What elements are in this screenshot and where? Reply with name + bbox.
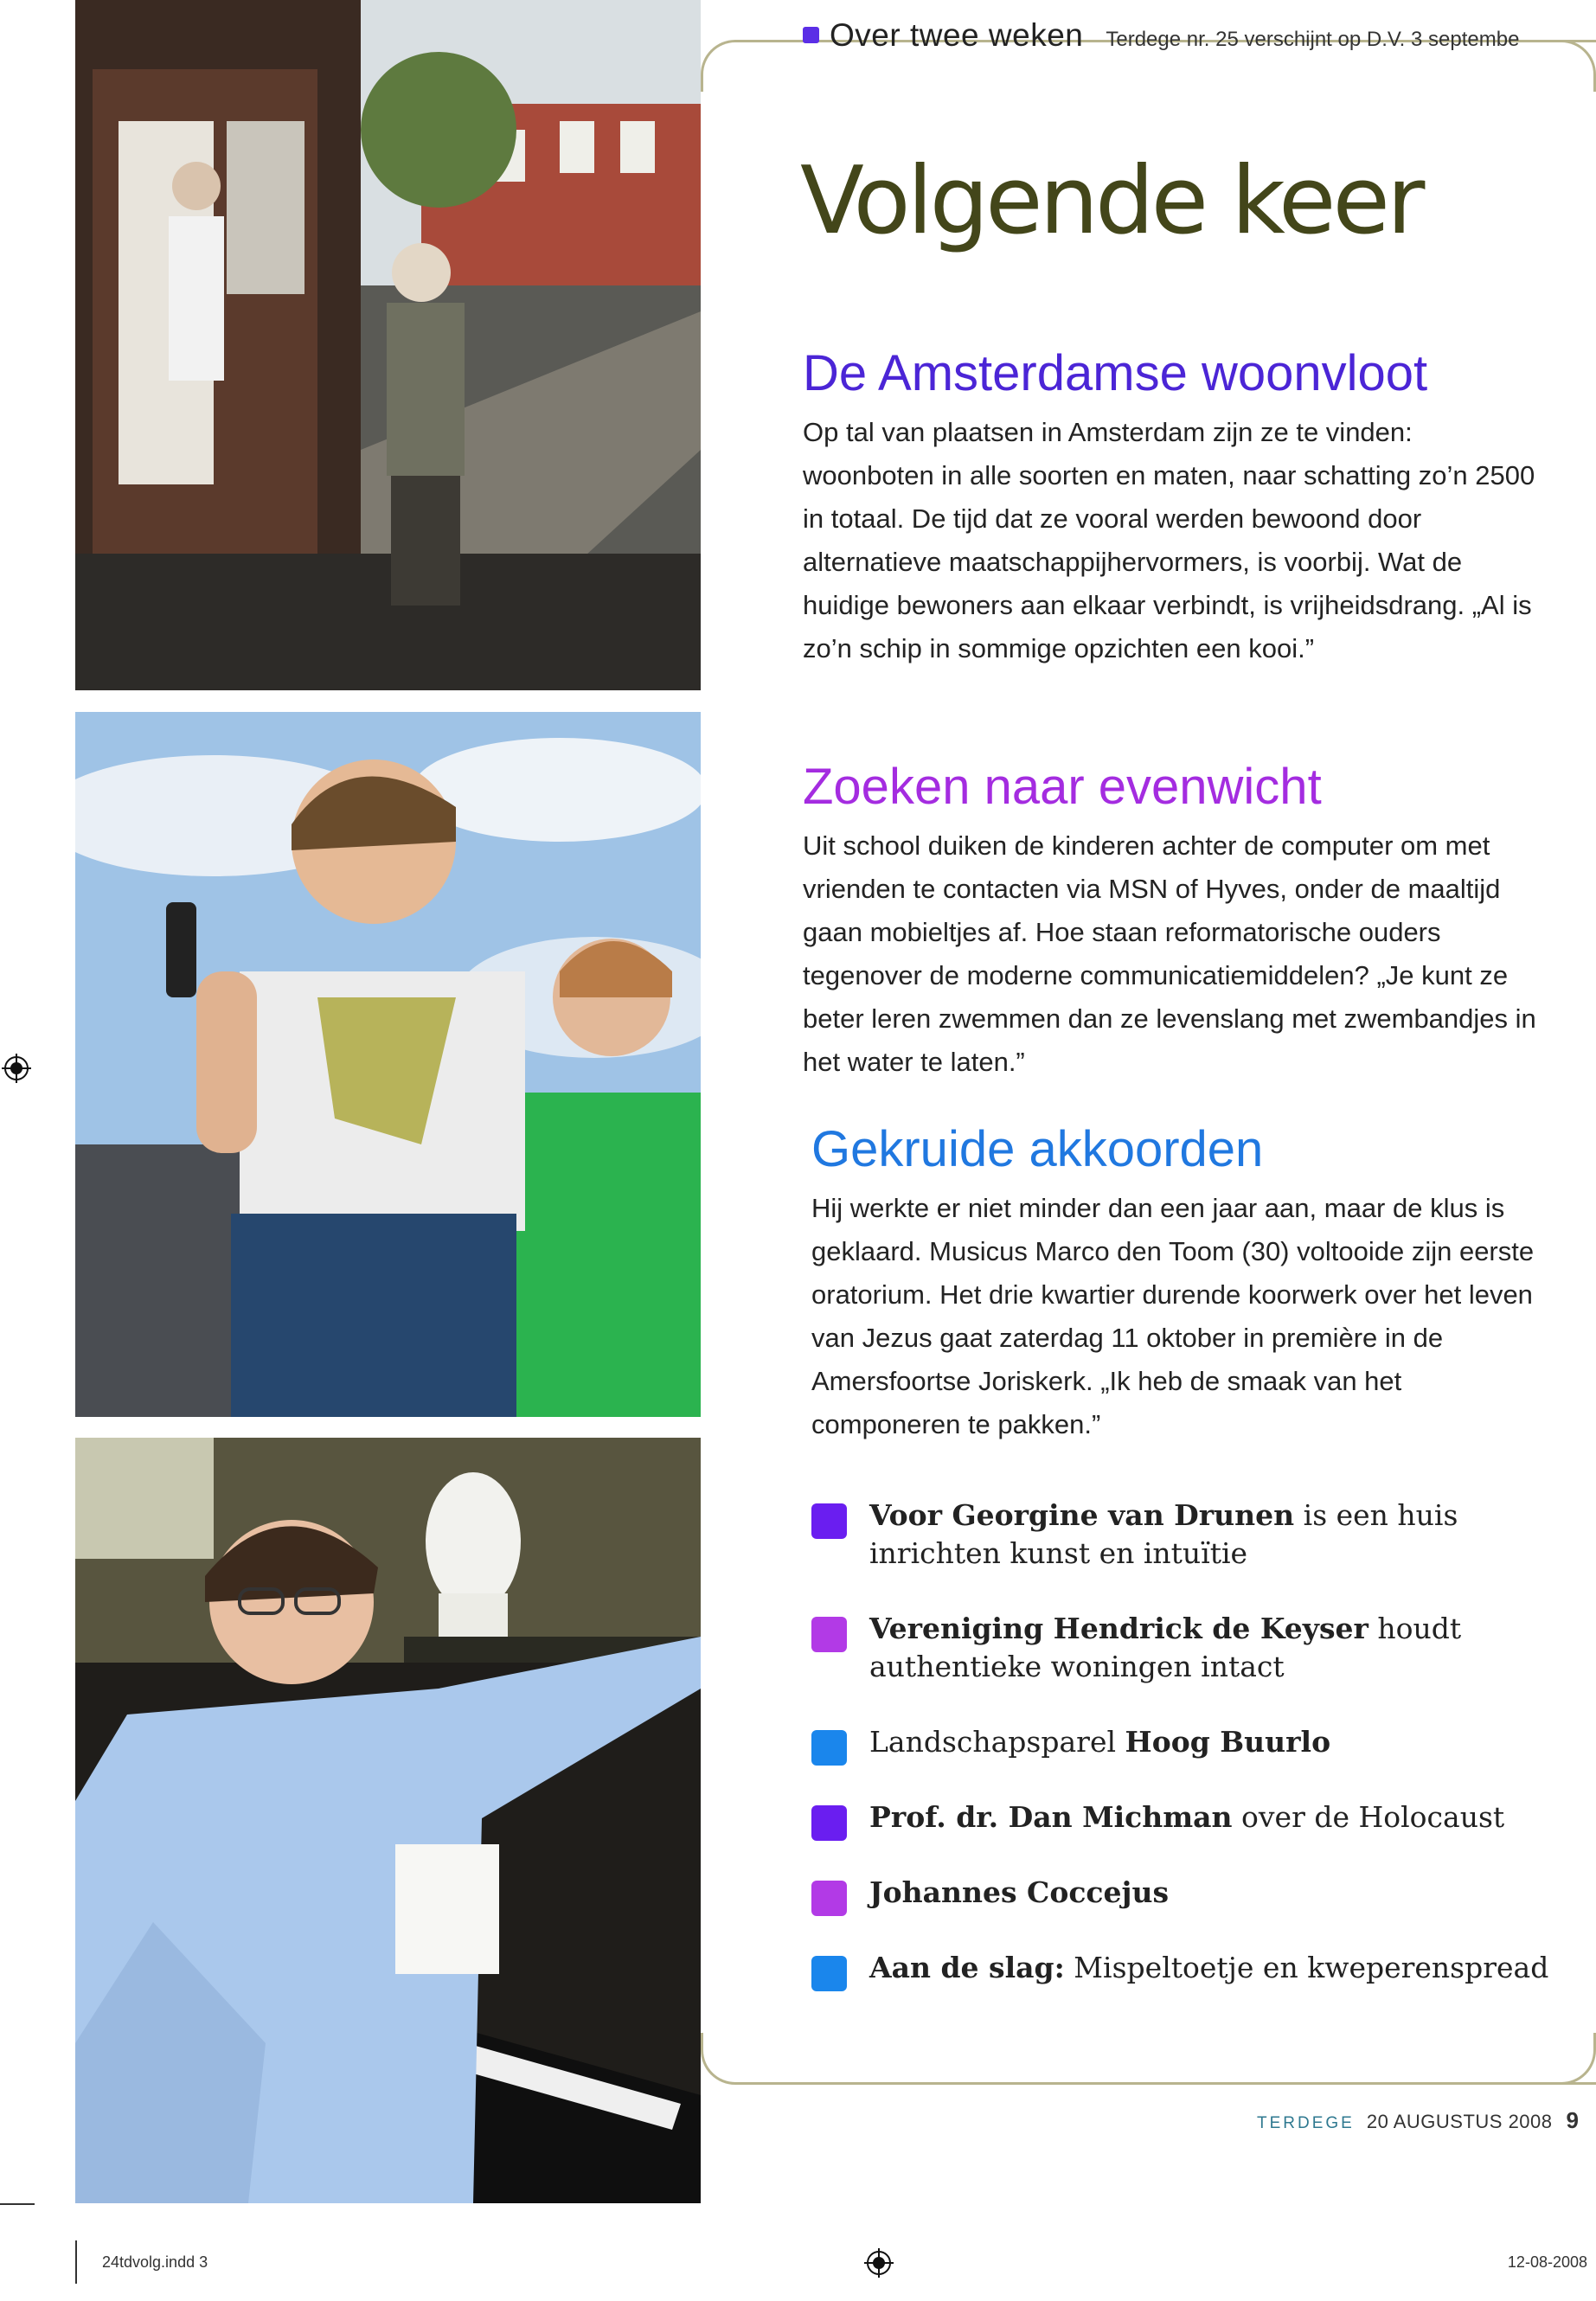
page-footer — [1257, 2107, 1579, 2134]
crop-mark — [0, 2203, 35, 2205]
teaser-pre: Landschapsparel — [869, 1725, 1125, 1759]
article-body: Hij werkte er niet minder dan een jaar aan, maar de klus is geklaard. Musicus Marco den Toom (30) voltooide zijn eerste oratorium. Het drie kwartier durende koorwerk over het leven van Jezus gaat zaterdag 11 oktober in première in de Amersfoortse Joriskerk. „Ik heb de smaak van het componeren te pakken.” — [811, 1193, 1535, 1439]
registration-mark-icon — [864, 2248, 894, 2278]
bullet-square-icon — [811, 1503, 847, 1539]
teaser-item — [811, 1723, 1564, 1761]
registration-mark-icon — [2, 1054, 31, 1083]
magazine-name: TERDEGE — [1257, 2114, 1355, 2132]
teaser-post: is een huis inrichten kunst en intuïtie — [869, 1498, 1458, 1570]
article-heading: De Amsterdamse woonvloot — [803, 345, 1428, 401]
bullet-square-icon — [811, 1617, 847, 1652]
kicker-square-icon — [803, 27, 819, 43]
teaser-bold: Hoog Buurlo — [1125, 1725, 1331, 1759]
panel-frame-bottom — [701, 2033, 1596, 2085]
slug-filename: 24tdvolg.indd 3 — [102, 2253, 208, 2271]
crop-mark — [75, 2240, 77, 2284]
issue-date: 20 AUGUSTUS 2008 — [1366, 2111, 1553, 2132]
teaser-bold: Aan de slag: — [869, 1951, 1065, 1984]
kicker-label: Over twee weken — [830, 17, 1084, 53]
article-woonvloot — [803, 344, 1547, 670]
teaser-item — [811, 1497, 1564, 1573]
slug-date: 12-08-2008 — [1507, 2253, 1587, 2271]
teens-with-phones-photo — [75, 712, 701, 1417]
kicker-note: Terdege nr. 25 verschijnt op D.V. 3 septembe — [1106, 28, 1520, 51]
bullet-square-icon — [811, 1805, 847, 1841]
article-akkoorden — [811, 1120, 1555, 1446]
article-heading: Gekruide akkoorden — [811, 1121, 1264, 1177]
article-body: Op tal van plaatsen in Amsterdam zijn ze te vinden: woonboten in alle soorten en maten, naar schatting zo’n 2500 in totaal. De tijd dat ze vooral werden bewoond door alternatieve maatschappijhervormers, is voorbij. Wat de huidige bewoners aan elkaar verbindt, is vrijheidsdrang. „Al is zo’n schip in sommige opzichten een kooi.” — [803, 417, 1535, 663]
teaser-bold: Prof. dr. Dan Michman — [869, 1800, 1233, 1834]
article-evenwicht — [803, 758, 1547, 1084]
article-body: Uit school duiken de kinderen achter de computer om met vrienden te contacten via MSN of Hyves, onder de maaltijd gaan mobieltjes af. Hoe staan reformatorische ouders tegenover de moderne communicatiemiddelen? „Je kunt ze beter leren zwemmen dan ze levenslang met zwembandjes in het water te laten.” — [803, 830, 1536, 1077]
article-heading: Zoeken naar evenwicht — [803, 759, 1322, 815]
teaser-list — [811, 1497, 1564, 1987]
page-number: 9 — [1566, 2107, 1579, 2133]
bullet-square-icon — [811, 1956, 847, 1991]
teaser-post: over de Holocaust — [1232, 1800, 1505, 1834]
teaser-item — [811, 1798, 1564, 1836]
musician-at-piano-photo — [75, 1438, 701, 2203]
teaser-item — [811, 1874, 1564, 1912]
teaser-bold: Voor Georgine van Drunen — [869, 1498, 1295, 1532]
teaser-item — [811, 1949, 1564, 1987]
kicker — [803, 17, 1519, 54]
teaser-bold: Vereniging Hendrick de Keyser — [869, 1612, 1368, 1645]
bullet-square-icon — [811, 1730, 847, 1766]
bullet-square-icon — [811, 1881, 847, 1916]
teaser-bold: Johannes Coccejus — [869, 1875, 1170, 1909]
houseboat-photo — [75, 0, 701, 690]
teaser-post: houdt authentieke woningen intact — [869, 1612, 1462, 1683]
teaser-item — [811, 1610, 1564, 1686]
teaser-post: Mispeltoetje en kweperenspread — [1064, 1951, 1549, 1984]
page-title: Volgende keer — [800, 147, 1422, 255]
